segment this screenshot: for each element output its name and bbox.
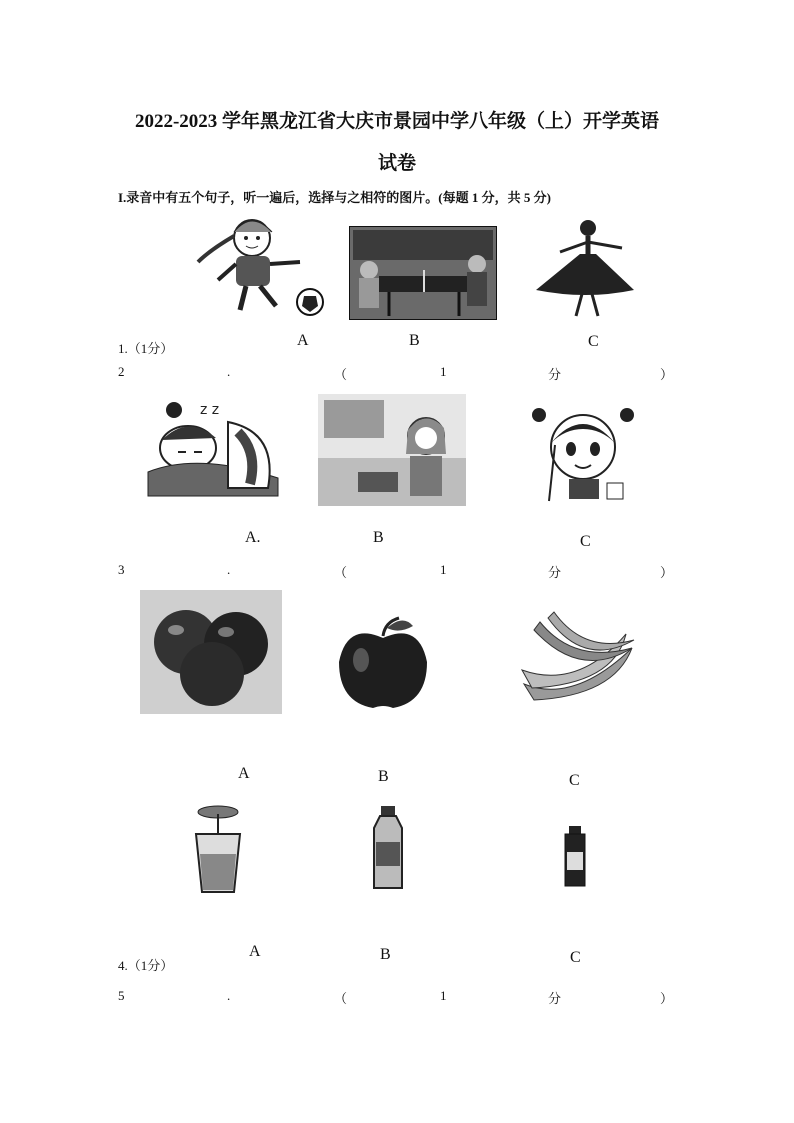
q3-option-b[interactable]: B	[378, 768, 389, 785]
question-2-close-paren: ）	[660, 367, 674, 382]
question-2-score: 1	[440, 364, 447, 379]
question-3-score: 1	[440, 562, 447, 577]
page-title: 2022-2023 学年黑龙江省大庆市景园中学八年级（上）开学英语	[134, 111, 660, 132]
question-5-open-paren: （	[334, 991, 348, 1006]
girl-eating-icon	[318, 394, 466, 506]
question-2-dot: .	[227, 364, 231, 379]
bananas-icon	[514, 604, 640, 708]
q1-option-b[interactable]: B	[409, 332, 420, 349]
q1-option-c[interactable]: C	[588, 333, 599, 350]
q3-option-a[interactable]: A	[238, 765, 250, 782]
question-5-number: 5	[118, 988, 125, 1003]
question-5-close-paren: ）	[660, 991, 674, 1006]
question-2-number: 2	[118, 364, 125, 379]
q4-option-c[interactable]: C	[570, 949, 581, 966]
question-5-dot: .	[227, 988, 231, 1003]
question-3-unit: 分	[548, 565, 562, 580]
milk-bottle-icon	[563, 826, 587, 888]
apple-icon	[327, 614, 439, 716]
q4-option-b[interactable]: B	[380, 946, 391, 963]
question-4-number: 4.（1分）	[118, 958, 174, 973]
q2-option-a[interactable]: A.	[245, 529, 261, 546]
question-3-close-paren: ）	[660, 565, 674, 580]
question-5-score: 1	[440, 988, 447, 1003]
tomatoes-icon	[140, 590, 282, 714]
question-2-open-paren: （	[334, 367, 348, 382]
q4-option-a[interactable]: A	[249, 943, 261, 960]
question-3-dot: .	[227, 562, 231, 577]
section-heading-listening: I.录音中有五个句子，听一遍后，选择与之相符的图片。(每题 1 分，共 5 分)	[118, 190, 551, 205]
question-3-open-paren: （	[334, 565, 348, 580]
q2-option-c[interactable]: C	[580, 533, 591, 550]
question-3-number: 3	[118, 562, 125, 577]
question-5-unit: 分	[548, 991, 562, 1006]
juice-glass-icon	[186, 804, 248, 896]
page-title-line2: 试卷	[377, 153, 416, 174]
q3-option-c[interactable]: C	[569, 772, 580, 789]
q1-option-a[interactable]: A	[297, 332, 309, 349]
girl-dancing-icon	[530, 214, 640, 319]
water-bottle-icon	[372, 806, 404, 890]
question-1-number: 1.（1分）	[118, 341, 174, 356]
girl-sleeping-icon	[138, 392, 288, 507]
people-playing-ping-pong-icon	[349, 226, 497, 320]
girl-sweeping-icon	[527, 405, 639, 505]
q2-option-b[interactable]: B	[373, 529, 384, 546]
svg-text:z z: z z	[200, 402, 220, 418]
question-2-unit: 分	[548, 367, 562, 382]
girl-playing-soccer-icon	[190, 210, 335, 320]
